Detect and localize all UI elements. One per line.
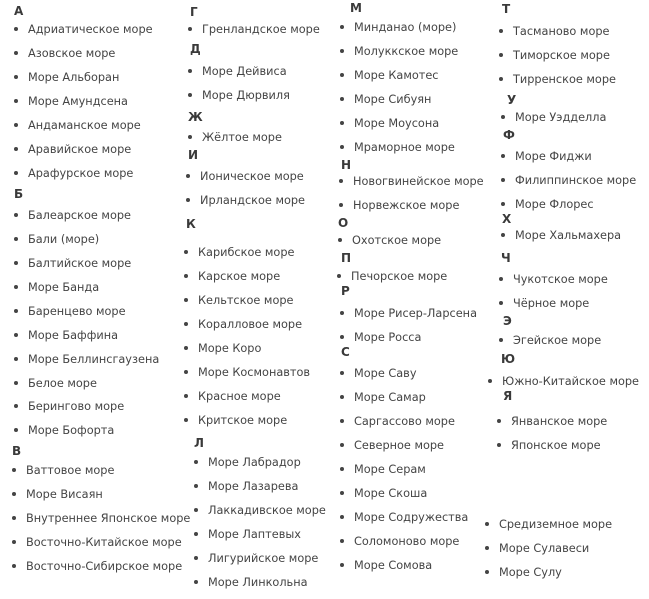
list-item-label: Море Фиджи bbox=[515, 150, 592, 163]
list-item bbox=[340, 93, 431, 107]
list-item-label: Море Уэдделла bbox=[515, 111, 607, 124]
letter-heading: Н bbox=[341, 158, 352, 172]
list-item-label: Восточно-Сибирское море bbox=[26, 560, 183, 573]
bullet-icon bbox=[340, 97, 344, 101]
bullet-icon bbox=[12, 516, 16, 520]
list-item-label: Минданао (море) bbox=[354, 21, 457, 34]
list-item-label: Море Беллинсгаузена bbox=[28, 353, 160, 366]
list-item bbox=[194, 456, 301, 470]
list-item-label: Карское море bbox=[198, 270, 281, 283]
list-item bbox=[194, 552, 318, 566]
bullet-icon bbox=[194, 508, 198, 512]
list-item bbox=[501, 150, 592, 164]
letter-heading: Р bbox=[341, 284, 350, 298]
list-item bbox=[497, 415, 607, 429]
list-item bbox=[14, 167, 133, 181]
list-item bbox=[340, 69, 439, 83]
bullet-icon bbox=[12, 564, 16, 568]
bullet-icon bbox=[501, 178, 505, 182]
letter-heading: Ф bbox=[503, 128, 515, 142]
bullet-icon bbox=[14, 357, 18, 361]
list-item bbox=[340, 391, 426, 405]
letter-heading: У bbox=[507, 93, 517, 107]
bullet-icon bbox=[194, 484, 198, 488]
bullet-icon bbox=[340, 49, 344, 53]
letter-heading: Т bbox=[502, 2, 511, 16]
bullet-icon bbox=[497, 443, 501, 447]
list-item bbox=[188, 23, 320, 37]
letter-heading: П bbox=[341, 251, 352, 265]
list-item-label: Море Рисер-Ларсена bbox=[354, 307, 477, 320]
list-item-label: Андаманское море bbox=[28, 119, 141, 132]
list-item-label: Красное море bbox=[198, 390, 281, 403]
bullet-icon bbox=[184, 418, 188, 422]
bullet-icon bbox=[340, 371, 344, 375]
letter-heading: Э bbox=[503, 314, 512, 328]
list-item bbox=[339, 199, 459, 213]
list-item bbox=[497, 439, 601, 453]
bullet-icon bbox=[194, 580, 198, 584]
bullet-icon bbox=[14, 27, 18, 31]
list-item bbox=[340, 21, 456, 35]
list-item-label: Азовское море bbox=[28, 47, 116, 60]
bullet-icon bbox=[14, 309, 18, 313]
list-item bbox=[499, 273, 608, 287]
bullet-icon bbox=[501, 202, 505, 206]
list-item-label: Море Содружества bbox=[354, 511, 469, 524]
bullet-icon bbox=[14, 123, 18, 127]
bullet-icon bbox=[499, 338, 503, 342]
list-item bbox=[501, 111, 606, 125]
list-item bbox=[184, 246, 294, 260]
bullet-icon bbox=[186, 198, 190, 202]
bullet-icon bbox=[184, 274, 188, 278]
bullet-icon bbox=[340, 539, 344, 543]
list-item-label: Средиземное море bbox=[499, 518, 613, 531]
list-item bbox=[14, 257, 131, 271]
list-item bbox=[340, 45, 458, 59]
bullet-icon bbox=[340, 467, 344, 471]
bullet-icon bbox=[184, 394, 188, 398]
bullet-icon bbox=[497, 419, 501, 423]
list-item-label: Японское море bbox=[511, 439, 601, 452]
letter-heading: А bbox=[14, 4, 24, 18]
bullet-icon bbox=[14, 404, 18, 408]
list-item-label: Море Амундсена bbox=[28, 95, 128, 108]
letter-heading: Ж bbox=[188, 110, 203, 124]
bullet-icon bbox=[340, 73, 344, 77]
list-item-label: Море Флорес bbox=[515, 198, 594, 211]
list-item bbox=[14, 209, 131, 223]
bullet-icon bbox=[14, 285, 18, 289]
list-item bbox=[14, 281, 99, 295]
bullet-icon bbox=[188, 135, 192, 139]
list-item-label: Балеарское море bbox=[28, 209, 131, 222]
list-item-label: Критское море bbox=[198, 414, 288, 427]
letter-heading: Ю bbox=[501, 352, 516, 366]
list-item-label: Чёрное море bbox=[513, 297, 590, 310]
bullet-icon bbox=[499, 53, 503, 57]
bullet-icon bbox=[194, 460, 198, 464]
list-item bbox=[14, 23, 153, 37]
bullet-icon bbox=[501, 115, 505, 119]
list-item-label: Охотское море bbox=[352, 234, 442, 247]
list-item bbox=[184, 318, 302, 332]
list-item bbox=[340, 307, 477, 321]
list-item bbox=[499, 25, 610, 39]
list-item bbox=[194, 504, 326, 518]
bullet-icon bbox=[194, 532, 198, 536]
list-item-label: Мраморное море bbox=[354, 141, 455, 154]
bullet-icon bbox=[184, 298, 188, 302]
bullet-icon bbox=[340, 395, 344, 399]
list-item-label: Море Росса bbox=[354, 331, 422, 344]
list-item-label: Балтийское море bbox=[28, 257, 132, 270]
list-item bbox=[485, 518, 612, 532]
list-item bbox=[14, 305, 126, 319]
bullet-icon bbox=[14, 99, 18, 103]
list-item bbox=[340, 487, 427, 501]
bullet-icon bbox=[14, 237, 18, 241]
bullet-icon bbox=[501, 154, 505, 158]
list-item-label: Берингово море bbox=[28, 400, 125, 413]
bullet-icon bbox=[340, 335, 344, 339]
list-item bbox=[499, 334, 601, 348]
letter-heading: Д bbox=[190, 42, 201, 56]
bullet-icon bbox=[12, 468, 16, 472]
bullet-icon bbox=[340, 563, 344, 567]
list-item bbox=[501, 229, 621, 243]
list-item-label: Коралловое море bbox=[198, 318, 303, 331]
bullet-icon bbox=[499, 29, 503, 33]
bullet-icon bbox=[340, 121, 344, 125]
bullet-icon bbox=[485, 522, 489, 526]
list-item bbox=[186, 170, 304, 184]
list-item-label: Арафурское море bbox=[28, 167, 134, 180]
list-item bbox=[14, 353, 159, 367]
list-item-label: Ваттовое море bbox=[26, 464, 115, 477]
bullet-icon bbox=[184, 370, 188, 374]
list-item-label: Жёлтое море bbox=[202, 131, 282, 144]
bullet-icon bbox=[184, 322, 188, 326]
list-item-label: Море Коро bbox=[198, 342, 262, 355]
list-item bbox=[485, 542, 589, 556]
list-item-label: Море Хальмахера bbox=[515, 229, 622, 242]
list-item bbox=[14, 233, 99, 247]
list-item bbox=[501, 198, 594, 212]
list-item bbox=[12, 560, 182, 574]
list-item bbox=[338, 234, 441, 248]
list-item bbox=[340, 439, 444, 453]
bullet-icon bbox=[499, 277, 503, 281]
list-item bbox=[184, 342, 261, 356]
list-item bbox=[499, 73, 616, 87]
list-item-label: Карибское море bbox=[198, 246, 295, 259]
list-item-label: Восточно-Китайское море bbox=[26, 536, 182, 549]
letter-heading: К bbox=[186, 217, 196, 231]
list-item-label: Бали (море) bbox=[28, 233, 100, 246]
list-item-label: Северное море bbox=[354, 439, 445, 452]
bullet-icon bbox=[499, 77, 503, 81]
list-item-label: Море Камотес bbox=[354, 69, 439, 82]
list-item-label: Море Баффина bbox=[28, 329, 119, 342]
bullet-icon bbox=[337, 274, 341, 278]
list-item-label: Новогвинейское море bbox=[353, 175, 484, 188]
list-item bbox=[485, 566, 562, 580]
bullet-icon bbox=[485, 546, 489, 550]
bullet-icon bbox=[188, 27, 192, 31]
bullet-icon bbox=[499, 301, 503, 305]
list-item-label: Саргассово море bbox=[354, 415, 455, 428]
list-item-label: Южно-Китайское море bbox=[502, 375, 639, 388]
list-item bbox=[14, 71, 119, 85]
list-item bbox=[488, 375, 639, 389]
list-item bbox=[194, 528, 301, 542]
bullet-icon bbox=[340, 419, 344, 423]
list-item-label: Внутреннее Японское море bbox=[26, 512, 191, 525]
bullet-icon bbox=[340, 491, 344, 495]
list-item-label: Море Самар bbox=[354, 391, 426, 404]
list-item-label: Эгейское море bbox=[513, 334, 602, 347]
list-item-label: Море Лабрадор bbox=[208, 456, 301, 469]
list-item-label: Море Висаян bbox=[26, 488, 103, 501]
bullet-icon bbox=[14, 261, 18, 265]
list-item bbox=[14, 329, 118, 343]
letter-heading: С bbox=[341, 345, 350, 359]
list-item bbox=[12, 488, 103, 502]
letter-heading: Х bbox=[502, 212, 512, 226]
letter-heading: Б bbox=[14, 187, 24, 201]
list-item-label: Море Сибуян bbox=[354, 93, 432, 106]
bullet-icon bbox=[12, 540, 16, 544]
list-item-label: Море Лазарева bbox=[208, 480, 299, 493]
bullet-icon bbox=[488, 379, 492, 383]
list-item-label: Море Сомова bbox=[354, 559, 433, 572]
list-item bbox=[499, 297, 589, 311]
list-item bbox=[340, 367, 417, 381]
list-item-label: Гренландское море bbox=[202, 23, 320, 36]
bullet-icon bbox=[188, 93, 192, 97]
letter-heading: И bbox=[188, 148, 199, 162]
bullet-icon bbox=[340, 311, 344, 315]
list-item-label: Баренцево море bbox=[28, 305, 126, 318]
letter-heading: Ч bbox=[501, 251, 511, 265]
list-item-label: Море Лаптевых bbox=[208, 528, 301, 541]
letter-heading: М bbox=[350, 1, 362, 15]
letter-heading: О bbox=[338, 216, 349, 230]
list-item-label: Море Дейвиса bbox=[202, 65, 287, 78]
list-item-label: Норвежское море bbox=[353, 199, 460, 212]
list-item bbox=[14, 95, 128, 109]
bullet-icon bbox=[340, 443, 344, 447]
list-item-label: Море Серам bbox=[354, 463, 426, 476]
list-item-label: Кельтское море bbox=[198, 294, 294, 307]
list-item bbox=[340, 535, 459, 549]
list-item-label: Белое море bbox=[28, 377, 97, 390]
bullet-icon bbox=[14, 51, 18, 55]
bullet-icon bbox=[186, 174, 190, 178]
list-item-label: Адриатическое море bbox=[28, 23, 153, 36]
list-item bbox=[340, 415, 455, 429]
list-item bbox=[188, 131, 282, 145]
bullet-icon bbox=[188, 69, 192, 73]
bullet-icon bbox=[338, 238, 342, 242]
list-item bbox=[14, 47, 115, 61]
list-item-label: Лаккадивское море bbox=[208, 504, 326, 517]
list-item bbox=[340, 463, 426, 477]
list-item bbox=[194, 576, 308, 590]
list-item bbox=[188, 65, 287, 79]
list-item bbox=[339, 175, 484, 189]
list-item-label: Море Сулу bbox=[499, 566, 562, 579]
list-item bbox=[337, 270, 447, 284]
list-item-label: Ирландское море bbox=[200, 194, 306, 207]
list-item-label: Море Линкольна bbox=[208, 576, 308, 589]
list-item bbox=[14, 424, 114, 438]
list-item-label: Море Скоша bbox=[354, 487, 428, 500]
list-item bbox=[184, 414, 287, 428]
bullet-icon bbox=[339, 203, 343, 207]
bullet-icon bbox=[340, 145, 344, 149]
list-item-label: Море Моусона bbox=[354, 117, 440, 130]
list-item-label: Море Саву bbox=[354, 367, 417, 380]
list-item-label: Печорское море bbox=[351, 270, 448, 283]
bullet-icon bbox=[14, 428, 18, 432]
list-item bbox=[14, 377, 97, 391]
list-item-label: Тасманово море bbox=[513, 25, 610, 38]
letter-heading: В bbox=[12, 444, 22, 458]
bullet-icon bbox=[14, 381, 18, 385]
list-item bbox=[14, 143, 131, 157]
list-item-label: Море Сулавеси bbox=[499, 542, 590, 555]
list-item bbox=[184, 390, 281, 404]
bullet-icon bbox=[14, 171, 18, 175]
bullet-icon bbox=[485, 570, 489, 574]
bullet-icon bbox=[339, 179, 343, 183]
bullet-icon bbox=[340, 515, 344, 519]
bullet-icon bbox=[194, 556, 198, 560]
list-item bbox=[340, 141, 455, 155]
list-item-label: Море Бофорта bbox=[28, 424, 115, 437]
list-item-label: Соломоново море bbox=[354, 535, 460, 548]
letter-heading: Г bbox=[190, 5, 198, 19]
list-item-label: Чукотское море bbox=[513, 273, 608, 286]
bullet-icon bbox=[14, 333, 18, 337]
bullet-icon bbox=[14, 147, 18, 151]
list-item bbox=[12, 536, 182, 550]
list-item-label: Лигурийское море bbox=[208, 552, 319, 565]
list-item bbox=[340, 559, 432, 573]
list-item bbox=[340, 117, 439, 131]
list-item bbox=[184, 366, 310, 380]
bullet-icon bbox=[184, 346, 188, 350]
list-item bbox=[14, 400, 124, 414]
letter-heading: Л bbox=[194, 436, 204, 450]
list-item-label: Тиморское море bbox=[513, 49, 610, 62]
list-item bbox=[184, 294, 293, 308]
list-item-label: Аравийское море bbox=[28, 143, 132, 156]
list-item-label: Море Альборан bbox=[28, 71, 120, 84]
list-item bbox=[12, 512, 190, 526]
bullet-icon bbox=[340, 25, 344, 29]
list-item bbox=[186, 194, 305, 208]
list-item bbox=[188, 89, 290, 103]
list-item-label: Молуккское море bbox=[354, 45, 459, 58]
list-item-label: Янвaнское море bbox=[511, 415, 608, 428]
list-item-label: Филиппинское море bbox=[515, 174, 637, 187]
letter-heading: Я bbox=[503, 389, 513, 403]
bullet-icon bbox=[14, 213, 18, 217]
bullet-icon bbox=[184, 250, 188, 254]
list-item bbox=[14, 119, 141, 133]
list-item bbox=[340, 511, 468, 525]
bullet-icon bbox=[14, 75, 18, 79]
list-item bbox=[194, 480, 298, 494]
bullet-icon bbox=[12, 492, 16, 496]
list-item-label: Тирренское море bbox=[513, 73, 616, 86]
list-item bbox=[499, 49, 610, 63]
list-item-label: Море Банда bbox=[28, 281, 100, 294]
list-item bbox=[501, 174, 636, 188]
list-item-label: Ионическое море bbox=[200, 170, 304, 183]
list-item bbox=[12, 464, 114, 478]
list-item-label: Море Дюрвиля bbox=[202, 89, 290, 102]
bullet-icon bbox=[501, 233, 505, 237]
list-item bbox=[340, 331, 421, 345]
list-item-label: Море Космонавтов bbox=[198, 366, 311, 379]
list-item bbox=[184, 270, 280, 284]
